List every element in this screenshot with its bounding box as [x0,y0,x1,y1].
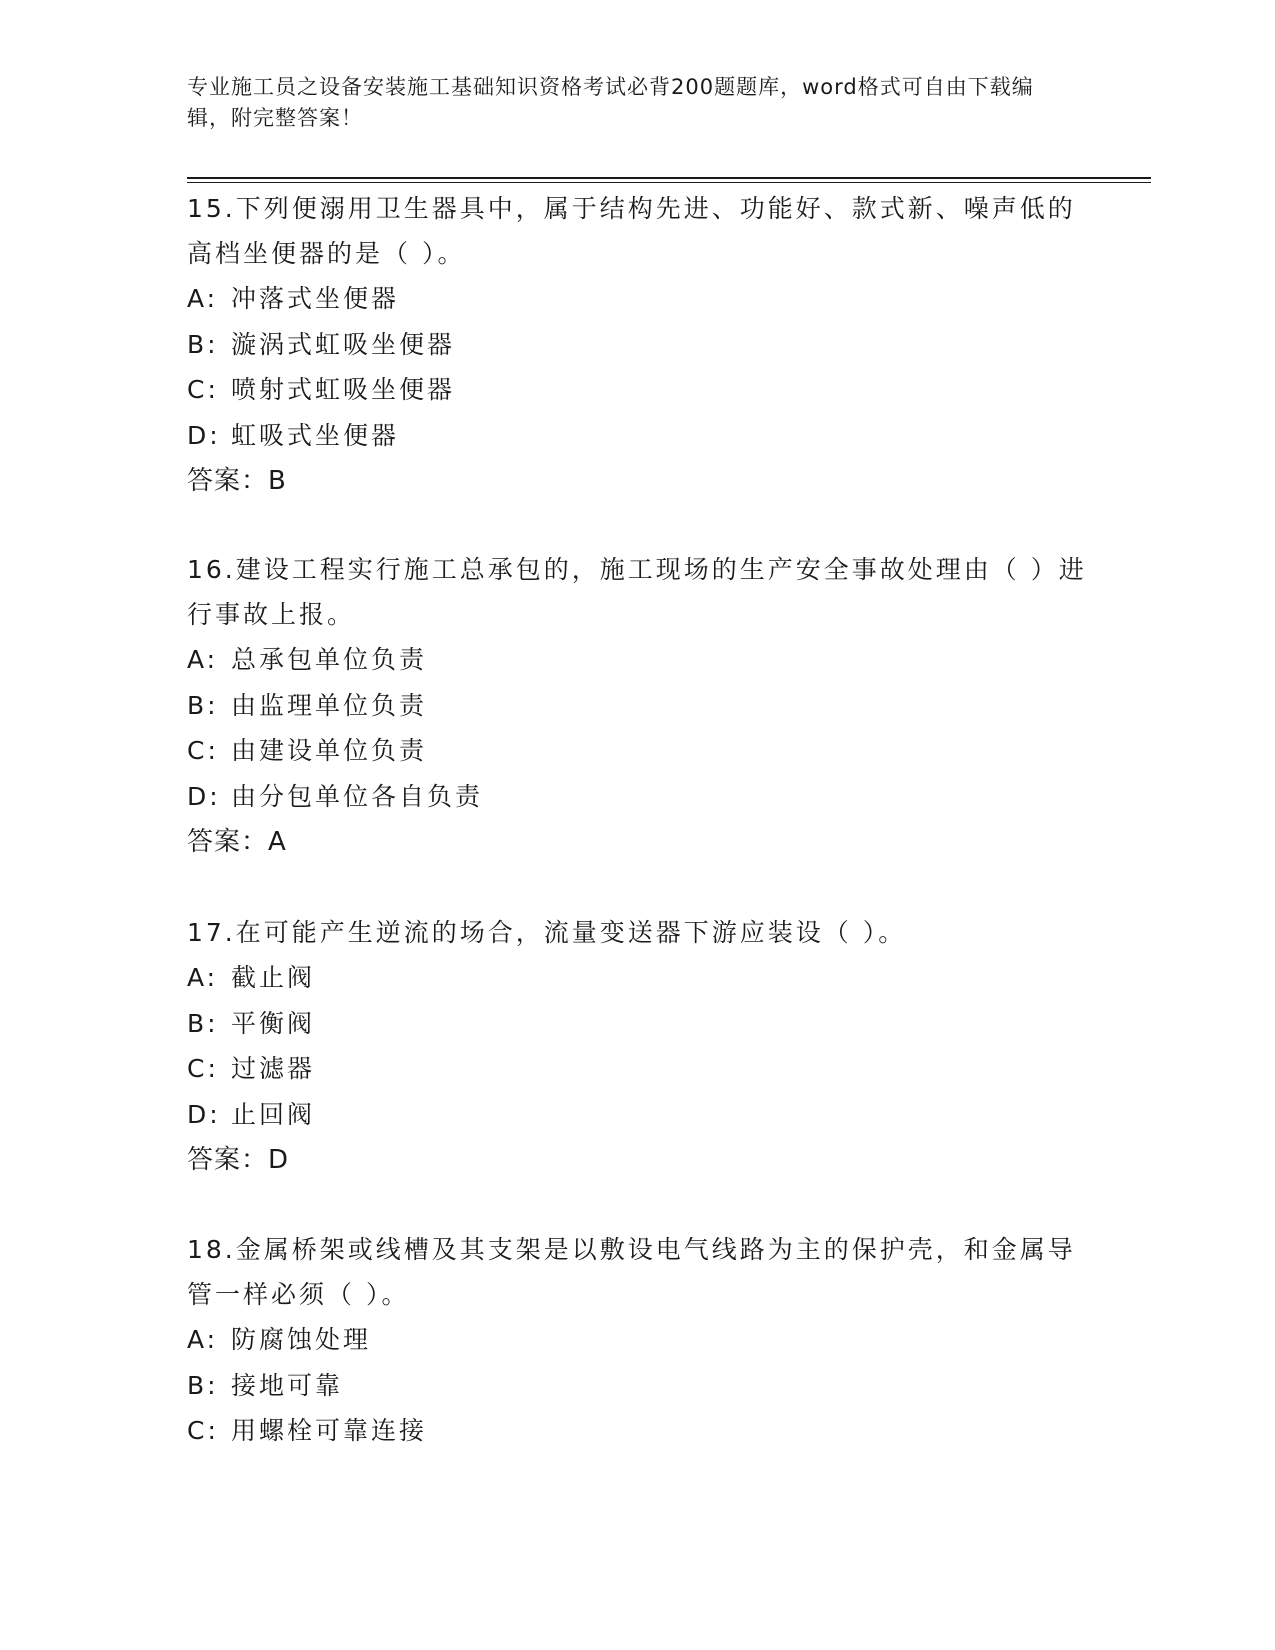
option-text: 漩涡式虹吸坐便器 [231,329,456,359]
question-stem: 17.在可能产生逆流的场合，流量变送器下游应装设（ ）。 [187,918,907,947]
option-key: D: [187,1099,221,1129]
option-text: 防腐蚀处理 [231,1325,372,1354]
option-text: 接地可靠 [231,1370,344,1400]
page-header: 专业施工员之设备安装施工基础知识资格考试必背200题题库，word格式可自由下载编辑，附完整答案！ [187,75,1034,130]
option-d [187,1092,1087,1138]
question-15 [187,186,1087,504]
option-a [187,1317,1087,1363]
option-key: C: [187,736,219,765]
option-key: C: [187,1416,219,1445]
option-key: D: [187,781,221,811]
option-b [187,1363,1087,1409]
question-stem: 16.建设工程实行施工总承包的，施工现场的生产安全事故处理由（ ）进行事故上报。 [187,555,1087,629]
option-key: B: [187,690,219,720]
option-text: 由分包单位各自负责 [231,781,484,811]
option-key: A: [187,645,219,674]
option-c [187,1046,1087,1092]
option-text: 过滤器 [231,1054,316,1083]
question-16 [187,547,1087,865]
option-key: C: [187,1054,219,1083]
option-text: 冲落式坐便器 [231,284,400,313]
option-text: 截止阀 [231,963,316,992]
option-b [187,683,1087,729]
option-text: 平衡阀 [231,1008,316,1038]
option-key: B: [187,1008,219,1038]
option-key: A: [187,284,219,313]
option-text: 由监理单位负责 [231,690,428,720]
option-key: C: [187,375,219,404]
option-a [187,955,1087,1001]
option-c [187,728,1087,774]
option-text: 虹吸式坐便器 [231,420,400,450]
option-key: A: [187,963,219,992]
option-d [187,413,1087,459]
header-divider-thin [187,182,1151,183]
question-stem: 18.金属桥架或线槽及其支架是以敷设电气线路为主的保护壳，和金属导管一样必须（ ）。 [187,1235,1076,1309]
option-key: B: [187,1370,219,1400]
option-text: 止回阀 [231,1099,316,1129]
header-divider-thick [187,177,1151,179]
option-text: 喷射式虹吸坐便器 [231,375,456,404]
option-a [187,276,1087,322]
option-c [187,1408,1087,1454]
option-key: D: [187,420,221,450]
option-key: A: [187,1325,219,1354]
question-17 [187,910,1087,1183]
option-key: B: [187,329,219,359]
option-a [187,637,1087,683]
option-text: 总承包单位负责 [231,645,428,674]
option-b [187,1001,1087,1047]
option-text: 由建设单位负责 [231,736,428,765]
answer: 答案：A [187,827,287,857]
option-text: 用螺栓可靠连接 [231,1416,428,1445]
answer: 答案：D [187,1145,290,1175]
option-d [187,774,1087,820]
question-18 [187,1227,1087,1454]
question-stem: 15.下列便溺用卫生器具中，属于结构先进、功能好、款式新、噪声低的高档坐便器的是（ ）。 [187,194,1076,268]
option-c [187,367,1087,413]
answer: 答案：B [187,466,287,496]
option-b [187,322,1087,368]
